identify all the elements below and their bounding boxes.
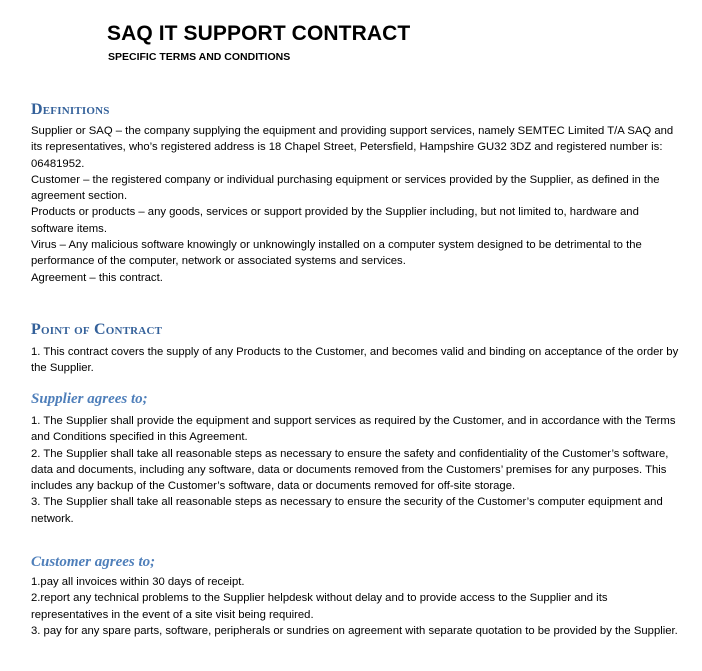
document-title: SAQ IT SUPPORT CONTRACT [107,22,411,45]
supplier-agrees-heading: Supplier agrees to; [31,391,148,407]
supplier-agrees-section [31,389,681,527]
definition-agreement: Agreement – this contract. [31,271,163,284]
definitions-section [31,100,681,286]
supplier-clause-2: 2. The Supplier shall take all reasonable steps as necessary to ensure the safety and confidentiality of the Customer’s software, data and documents, including any software, data or documents removed from the Customers’ premises for any purposes. This includes any backup of the Customer’s software, data or documents removed for off-site storage. [31,447,669,493]
point-of-contract-section [31,320,681,377]
definition-supplier: Supplier or SAQ – the company supplying the equipment and providing support services, namely SEMTEC Limited T/A SAQ and its representatives, who’s registered address is 18 Chapel Street, Petersfield, Hampshire GU32 3DZ and registered number is: 06481952. [31,125,674,170]
customer-agrees-heading: Customer agrees to; [31,554,156,570]
supplier-clause-3: 3. The Supplier shall take all reasonable steps as necessary to ensure the security of the Customer’s computer equipment and network. [31,496,663,525]
definition-customer: Customer – the registered company or individual purchasing equipment or services provided by the Supplier, as defined in the agreement section. [31,173,660,203]
supplier-clause-1: 1. The Supplier shall provide the equipment and support services as required by the Customer, and in accordance with the Terms and Conditions specified in this Agreement. [31,415,676,444]
definition-virus: Virus – Any malicious software knowingly or unknowingly installed on a computer system designed to be detrimental to the performance of the computer, network or associated systems and services. [31,239,642,268]
document-subtitle: SPECIFIC TERMS AND CONDITIONS [108,51,291,63]
definitions-heading: Definitions [31,101,110,118]
point-of-contract-heading: Point of Contract [31,321,163,338]
customer-clause-2: 2.report any technical problems to the Supplier helpdesk without delay and to provide access to the Supplier and its representatives in the event of a site visit being required. [31,592,608,621]
customer-agrees-section [31,552,681,639]
definition-products: Products or products – any goods, services or support provided by the Supplier including, but not limited to, hardware and software items. [31,206,639,235]
customer-clause-1: 1.pay all invoices within 30 days of receipt. [31,576,245,588]
customer-clause-3: 3. pay for any spare parts, software, peripherals or sundries on agreement with separate quotation to be provided by the Supplier. [31,624,678,637]
point-of-contract-clause-1: 1. This contract covers the supply of any Products to the Customer, and becomes valid and binding on acceptance of the order by the Supplier. [31,346,679,375]
